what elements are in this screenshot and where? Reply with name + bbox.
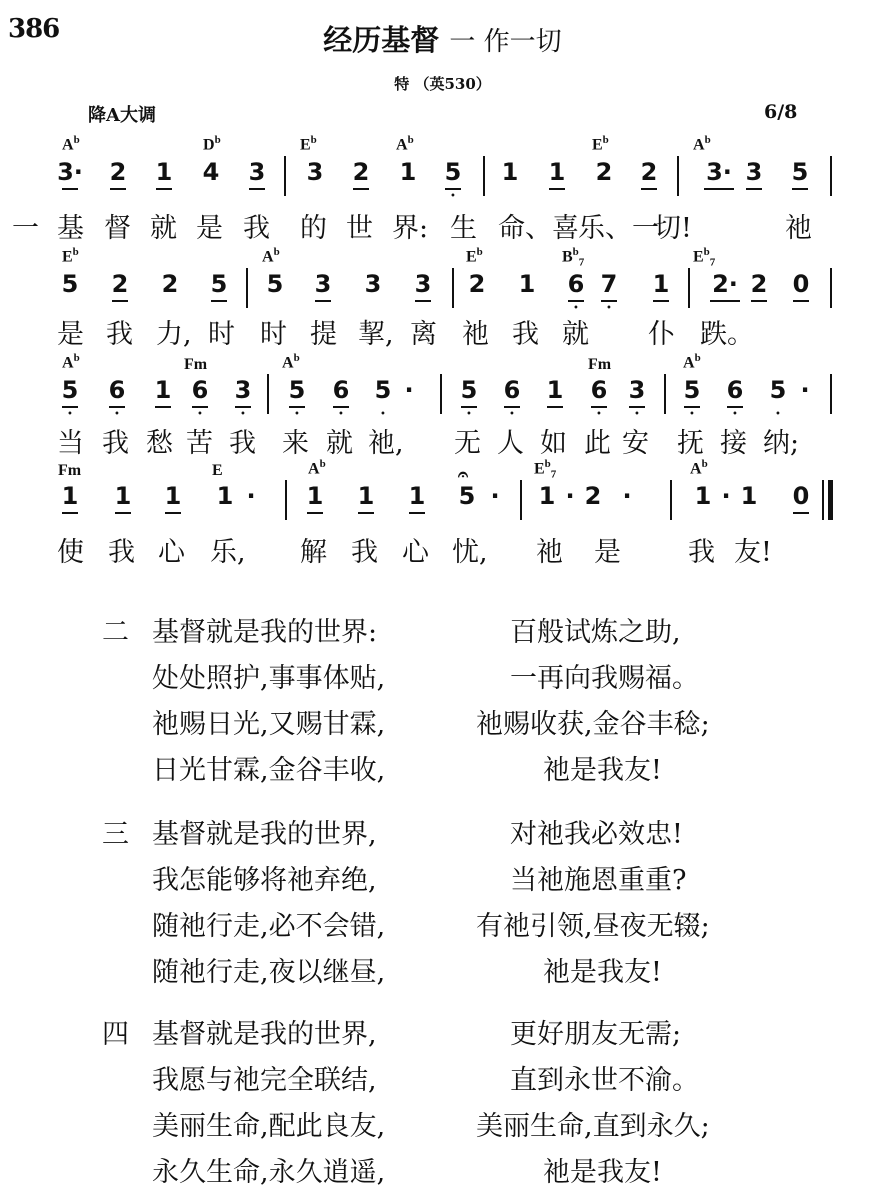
note: 1 bbox=[540, 376, 570, 404]
note: · bbox=[800, 376, 810, 404]
note: 2 bbox=[161, 270, 179, 298]
barline bbox=[267, 374, 269, 414]
hymn-title bbox=[0, 18, 885, 59]
lyric-syllable: 是 bbox=[594, 537, 621, 568]
octave-dot: • bbox=[338, 409, 344, 420]
verse-line: 祂是我友! bbox=[543, 755, 662, 786]
note: 5 bbox=[677, 376, 707, 404]
time-signature: 6/8 bbox=[764, 101, 798, 123]
barline bbox=[830, 374, 832, 414]
chord-label: Fm bbox=[184, 356, 208, 373]
lyric-syllable: 生 bbox=[450, 213, 477, 244]
verse-line: 基督就是我的世界, bbox=[152, 819, 377, 850]
lyric-syllable: 我 bbox=[108, 537, 135, 568]
lyric-syllable: 祂, bbox=[368, 428, 404, 459]
note: 1 bbox=[740, 482, 758, 510]
verse-line: 祂赐日光,又赐甘霖, bbox=[152, 709, 386, 740]
lyric-syllable: 来 bbox=[282, 428, 309, 459]
note: 1 bbox=[399, 158, 417, 186]
verse-line: 基督就是我的世界, bbox=[152, 1019, 377, 1050]
note: 1 bbox=[148, 376, 178, 404]
octave-dot: • bbox=[67, 409, 73, 420]
octave-dot: • bbox=[606, 303, 612, 314]
verse-line: 处处照护,事事体贴, bbox=[152, 663, 386, 694]
note: 1 bbox=[646, 270, 676, 298]
note: 6 bbox=[561, 270, 591, 298]
lyric-syllable: 是 bbox=[196, 213, 223, 244]
lyric-syllable: 祂 bbox=[462, 319, 489, 350]
verse-line: 当祂施恩重重? bbox=[510, 865, 687, 896]
lyric-syllable: 基 bbox=[57, 213, 84, 244]
barline bbox=[452, 268, 454, 308]
verse-line: 日光甘霖,金谷丰收, bbox=[152, 755, 386, 786]
chord-label: $A^b$ bbox=[690, 458, 708, 478]
chord-label: Fm bbox=[58, 462, 82, 479]
note: 2· bbox=[703, 270, 747, 298]
octave-dot: • bbox=[689, 409, 695, 420]
lyric-syllable: 我 bbox=[351, 537, 378, 568]
lyric-syllable: 一 bbox=[12, 213, 39, 244]
note: 2 bbox=[634, 158, 664, 186]
note: 2 bbox=[595, 158, 613, 186]
lyric-syllable: 接 bbox=[720, 428, 747, 459]
chord-label: Fm bbox=[588, 356, 612, 373]
verse-line: 随祂行走,必不会错, bbox=[152, 911, 386, 942]
barline bbox=[830, 268, 832, 308]
lyric-syllable: 我 bbox=[243, 213, 270, 244]
lyric-syllable: 友! bbox=[734, 537, 772, 568]
verse-line: 祂赐收获,金谷丰稔; bbox=[476, 709, 710, 740]
lyric-syllable: 当 bbox=[57, 428, 84, 459]
note: 1 bbox=[518, 270, 536, 298]
verse-line: 更好朋友无需; bbox=[510, 1019, 682, 1050]
note: 5 bbox=[266, 270, 284, 298]
chord-label: $E^b_7$ bbox=[534, 458, 557, 481]
barline bbox=[520, 480, 522, 520]
lyric-syllable: 力, bbox=[156, 319, 192, 350]
note: 0 bbox=[786, 482, 816, 510]
lyric-syllable: 我 bbox=[106, 319, 133, 350]
verse-line: 我愿与祂完全联结, bbox=[152, 1065, 377, 1096]
note: 3· bbox=[55, 158, 85, 186]
barline bbox=[677, 156, 679, 196]
lyric-line-2 bbox=[0, 312, 885, 352]
chord-label: $A^b$ bbox=[693, 134, 711, 154]
verse-line: 基督就是我的世界: bbox=[152, 617, 378, 648]
note: 1 bbox=[542, 158, 572, 186]
meter-label: 特 （英530） bbox=[394, 75, 491, 93]
lyric-syllable: 心 bbox=[158, 537, 185, 568]
verse-line: 美丽生命,直到永久; bbox=[476, 1111, 710, 1142]
note: 1 bbox=[216, 482, 234, 510]
lyric-syllable: 我 bbox=[229, 428, 256, 459]
note: · bbox=[246, 482, 256, 510]
chord-label: $A^b$ bbox=[262, 246, 280, 266]
lyric-syllable: 祂 bbox=[536, 537, 563, 568]
chord-label: $E^b$ bbox=[300, 134, 317, 154]
chord-label: $A^b$ bbox=[308, 458, 326, 478]
lyric-syllable: 是 bbox=[57, 319, 84, 350]
octave-dot: • bbox=[509, 409, 515, 420]
barline bbox=[246, 268, 248, 308]
chord-label: $E^b$ bbox=[466, 246, 483, 266]
note: 2 bbox=[346, 158, 376, 186]
note: 5 bbox=[454, 376, 484, 404]
lyric-syllable: 就 bbox=[150, 213, 177, 244]
note: 6 bbox=[185, 376, 215, 404]
note: 1 bbox=[55, 482, 85, 510]
note: 5 bbox=[769, 376, 787, 404]
lyric-syllable: 切! bbox=[654, 213, 692, 244]
note: 5 bbox=[458, 482, 476, 510]
note: 1 bbox=[538, 482, 556, 510]
verse-number: 二 bbox=[102, 617, 129, 648]
lyric-syllable: 如 bbox=[540, 428, 567, 459]
chord-label: $A^b$ bbox=[396, 134, 414, 154]
note: 5 bbox=[204, 270, 234, 298]
note: 6 bbox=[497, 376, 527, 404]
chord-label: $A^b$ bbox=[282, 352, 300, 372]
fermata-icon: 𝄐 bbox=[458, 464, 469, 485]
lyric-syllable: 离 bbox=[410, 319, 437, 350]
lyric-syllable: 苦 bbox=[186, 428, 213, 459]
note: 3 bbox=[364, 270, 382, 298]
title-sub: 一 作一切 bbox=[449, 27, 562, 57]
note: 3 bbox=[308, 270, 338, 298]
verse-line: 随祂行走,夜以继昼, bbox=[152, 957, 386, 988]
note: 1 bbox=[108, 482, 138, 510]
lyric-syllable: 无 bbox=[454, 428, 481, 459]
octave-dot: • bbox=[114, 409, 120, 420]
note: 1 bbox=[149, 158, 179, 186]
note: 6 bbox=[720, 376, 750, 404]
note: 3 bbox=[622, 376, 652, 404]
lyric-line-1 bbox=[0, 206, 885, 246]
lyric-syllable: 安 bbox=[622, 428, 649, 459]
note: 4 bbox=[202, 158, 220, 186]
lyric-syllable: 仆 bbox=[648, 319, 675, 350]
lyric-line-3 bbox=[0, 421, 885, 461]
note: 3· bbox=[697, 158, 741, 186]
lyric-syllable: 纳; bbox=[763, 428, 800, 459]
octave-dot: • bbox=[596, 409, 602, 420]
note: 1 bbox=[694, 482, 712, 510]
note: 3 bbox=[306, 158, 324, 186]
note: 1 bbox=[501, 158, 519, 186]
octave-dot: • bbox=[634, 409, 640, 420]
note: 2 bbox=[744, 270, 774, 298]
note: 2 bbox=[584, 482, 602, 510]
lyric-syllable: 界: bbox=[392, 213, 429, 244]
lyric-syllable: 使 bbox=[57, 537, 84, 568]
lyric-syllable: 心 bbox=[402, 537, 429, 568]
chord-label: $B^b_7$ bbox=[562, 246, 585, 269]
chord-label: $D^b$ bbox=[203, 134, 221, 154]
lyric-syllable: 时 bbox=[260, 319, 287, 350]
lyric-syllable: 抚 bbox=[677, 428, 704, 459]
barline bbox=[440, 374, 442, 414]
lyric-syllable: 忧, bbox=[452, 537, 488, 568]
lyric-syllable: 的 bbox=[300, 213, 327, 244]
lyric-syllable: 我 bbox=[688, 537, 715, 568]
barline bbox=[688, 268, 690, 308]
lyric-syllable: 就 bbox=[562, 319, 589, 350]
note: 1 bbox=[158, 482, 188, 510]
barline bbox=[285, 480, 287, 520]
octave-dot: • bbox=[573, 303, 579, 314]
lyric-syllable: 乐、一 bbox=[578, 213, 659, 244]
lyric-syllable: 挈, bbox=[358, 319, 394, 350]
chord-label: $A^b$ bbox=[683, 352, 701, 372]
chord-label: $E^b$ bbox=[592, 134, 609, 154]
note: 1 bbox=[402, 482, 432, 510]
note: 7 bbox=[594, 270, 624, 298]
chord-label: E bbox=[212, 462, 223, 479]
verse-line: 直到永世不渝。 bbox=[510, 1065, 699, 1096]
note: 3 bbox=[228, 376, 258, 404]
lyric-syllable: 祂 bbox=[785, 213, 812, 244]
note: · bbox=[490, 482, 500, 510]
note: 2 bbox=[103, 158, 133, 186]
barline bbox=[670, 480, 672, 520]
note: 5 bbox=[374, 376, 392, 404]
octave-dot: • bbox=[732, 409, 738, 420]
note: 0 bbox=[786, 270, 816, 298]
note: 3 bbox=[242, 158, 272, 186]
chord-label: $E^b$ bbox=[62, 246, 79, 266]
lyric-syllable: 人 bbox=[497, 428, 524, 459]
lyric-syllable: 命、喜 bbox=[498, 213, 579, 244]
note: · bbox=[622, 482, 632, 510]
note: 1 bbox=[351, 482, 381, 510]
octave-dot: • bbox=[466, 409, 472, 420]
note: 5 bbox=[785, 158, 815, 186]
octave-dot: • bbox=[380, 409, 386, 420]
key-signature: 降A大调 bbox=[88, 105, 156, 126]
barline bbox=[664, 374, 666, 414]
note: 6 bbox=[102, 376, 132, 404]
title-main: 经历基督 bbox=[323, 23, 440, 57]
lyric-syllable: 时 bbox=[208, 319, 235, 350]
verse-line: 祂是我友! bbox=[543, 1157, 662, 1188]
lyric-syllable: 解 bbox=[300, 537, 327, 568]
note: 3 bbox=[739, 158, 769, 186]
note: 5 bbox=[282, 376, 312, 404]
lyric-syllable: 跌。 bbox=[700, 319, 754, 350]
verse-line: 永久生命,永久逍遥, bbox=[152, 1157, 386, 1188]
lyric-syllable: 督 bbox=[104, 213, 131, 244]
final-barline bbox=[822, 480, 834, 520]
chord-label: $A^b$ bbox=[62, 134, 80, 154]
verse-number: 四 bbox=[102, 1019, 129, 1050]
octave-dot: • bbox=[775, 409, 781, 420]
lyric-syllable: 提 bbox=[310, 319, 337, 350]
note: 6 bbox=[326, 376, 356, 404]
verse-line: 我怎能够将祂弃绝, bbox=[152, 865, 377, 896]
lyric-syllable: 世 bbox=[346, 213, 373, 244]
barline bbox=[483, 156, 485, 196]
note: 2 bbox=[105, 270, 135, 298]
lyric-syllable: 乐, bbox=[210, 537, 246, 568]
note: 5 bbox=[438, 158, 468, 186]
octave-dot: • bbox=[240, 409, 246, 420]
note: 1 bbox=[300, 482, 330, 510]
note: 3 bbox=[408, 270, 438, 298]
note: 6 bbox=[584, 376, 614, 404]
lyric-syllable: 我 bbox=[102, 428, 129, 459]
note: · bbox=[404, 376, 414, 404]
verse-line: 美丽生命,配此良友, bbox=[152, 1111, 386, 1142]
lyric-syllable: 就 bbox=[326, 428, 353, 459]
verse-line: 一再向我赐福。 bbox=[510, 663, 699, 694]
verse-line: 祂是我友! bbox=[543, 957, 662, 988]
lyric-syllable: 愁 bbox=[146, 428, 173, 459]
verse-line: 对祂我必效忠! bbox=[510, 819, 683, 850]
note: 2 bbox=[468, 270, 486, 298]
barline bbox=[284, 156, 286, 196]
verse-line: 有祂引领,昼夜无辍; bbox=[476, 911, 710, 942]
verse-number: 三 bbox=[102, 819, 129, 850]
octave-dot: • bbox=[294, 409, 300, 420]
verse-line: 百般试炼之助, bbox=[510, 617, 681, 648]
note: · bbox=[721, 482, 731, 510]
chord-label: $E^b_7$ bbox=[693, 246, 716, 269]
octave-dot: • bbox=[450, 191, 456, 202]
note: 5 bbox=[55, 376, 85, 404]
lyric-line-4 bbox=[0, 530, 885, 570]
lyric-syllable: 我 bbox=[512, 319, 539, 350]
note: · bbox=[565, 482, 575, 510]
octave-dot: • bbox=[197, 409, 203, 420]
chord-label: $A^b$ bbox=[62, 352, 80, 372]
note: 5 bbox=[61, 270, 79, 298]
lyric-syllable: 此 bbox=[584, 428, 611, 459]
hymn-number: 386 bbox=[8, 14, 60, 44]
barline bbox=[830, 156, 832, 196]
